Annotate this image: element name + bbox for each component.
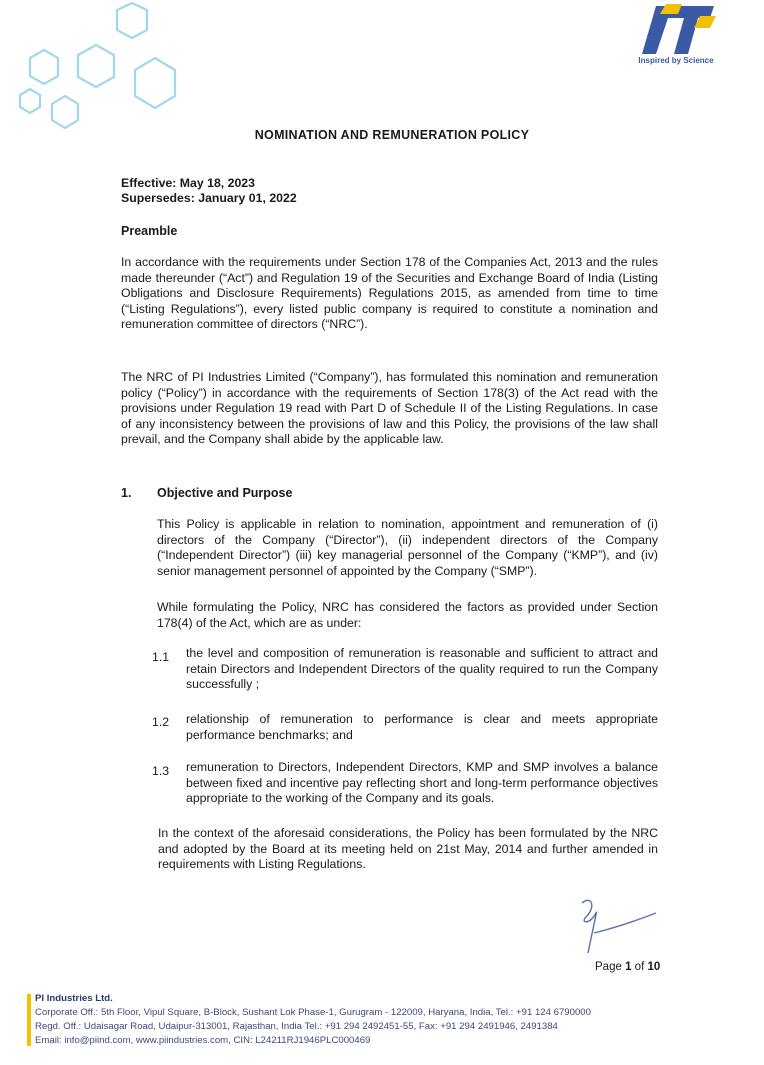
section-1-paragraph-2: While formulating the Policy, NRC has considered the factors as provided under Section 178(4) of the Act, which are as under: [157, 600, 658, 630]
list-item-text: the level and composition of remuneration is reasonable and sufficient to attract and retain Directors and Independent Directors of the quality required to run the Company successfully ; [186, 646, 658, 692]
page-title: NOMINATION AND REMUNERATION POLICY [254, 128, 530, 142]
section-1-number: 1. [121, 486, 132, 500]
preamble-paragraph-2: The NRC of PI Industries Limited (“Company”), has formulated this nomination and remuneration policy (“Policy”) in accordance with the requirements of Section 178(3) of the Act read with the provisions under Regulation 19 read with Part D of Schedule II of the Listing Regulations. In case of any inconsistency between the provisions of law and this Policy, the provisions of the law shall prevail, and the Company shall abide by the applicable law. [121, 370, 658, 447]
footer-corporate-address: Corporate Off.: 5th Floor, Vipul Square, B-Block, Sushant Lok Phase-1, Gurugram - 122009, Haryana, India, Tel.: +91 124 6790000 [35, 1007, 591, 1018]
footer [35, 992, 591, 1048]
list-item-number: 1.1 [152, 650, 170, 664]
effective-date: Effective: May 18, 2023 [121, 176, 255, 190]
pi-logo-icon [636, 4, 720, 56]
footer-contact: Email: info@piind.com, www.piindustries.com, CIN: L24211RJ1946PLC000469 [35, 1035, 371, 1046]
list-item-text: relationship of remuneration to performance is clear and meets appropriate performance benchmarks; and [186, 712, 658, 742]
svg-text:PI: PI [670, 44, 671, 45]
section-1-heading: Objective and Purpose [157, 486, 293, 500]
preamble-heading: Preamble [121, 224, 178, 238]
section-1-paragraph-3: In the context of the aforesaid considerations, the Policy has been formulated by the NRC and adopted by the Board at its meeting held on 21st May, 2014 and further amended in requirements with Listing Regulations. [158, 826, 658, 872]
section-1-paragraph-1: This Policy is applicable in relation to nomination, appointment and remuneration of (i) directors of the Company (“Director”), (ii) independent directors of the Company (“Independent Director”) (iii) key managerial personnel of the Company (“KMP”), and (iv) senior management personnel of appointed by the Company (“SMP”). [157, 517, 658, 578]
preamble-paragraph-1: In accordance with the requirements under Section 178 of the Companies Act, 2013 and the rules made thereunder (“Act”) and Regulation 19 of the Securities and Exchange Board of India (Listing Obligations and Disclosure Requirements) Regulations 2015, as amended from time to time (“Listing Regulations”), every listed public company is required to constitute a nomination and remuneration committee of directors (“NRC”). [121, 255, 658, 332]
list-item-text: remuneration to Directors, Independent Directors, KMP and SMP involves a balance between fixed and incentive pay reflecting short and long-term performance objectives appropriate to the working of the Company and its goals. [186, 760, 658, 806]
list-item-number: 1.2 [152, 715, 170, 729]
footer-registered-address: Regd. Off.: Udaisagar Road, Udaipur-313001, Rajasthan, India Tel.: +91 294 2492451-55, Fax: +91 294 2491946, 2491384 [35, 1021, 558, 1032]
page-number: Page 1 of 10 [595, 961, 661, 973]
hexagon-pattern-icon [10, 0, 200, 145]
supersedes-date: Supersedes: January 01, 2022 [121, 191, 297, 205]
effective-block [121, 176, 297, 206]
footer-company: PI Industries Ltd. [35, 993, 113, 1004]
signature-icon [570, 893, 660, 963]
footer-accent-bar [27, 994, 31, 1046]
list-item-number: 1.3 [152, 764, 170, 778]
logo-tagline: Inspired by Science [638, 56, 714, 65]
company-logo [636, 4, 720, 56]
